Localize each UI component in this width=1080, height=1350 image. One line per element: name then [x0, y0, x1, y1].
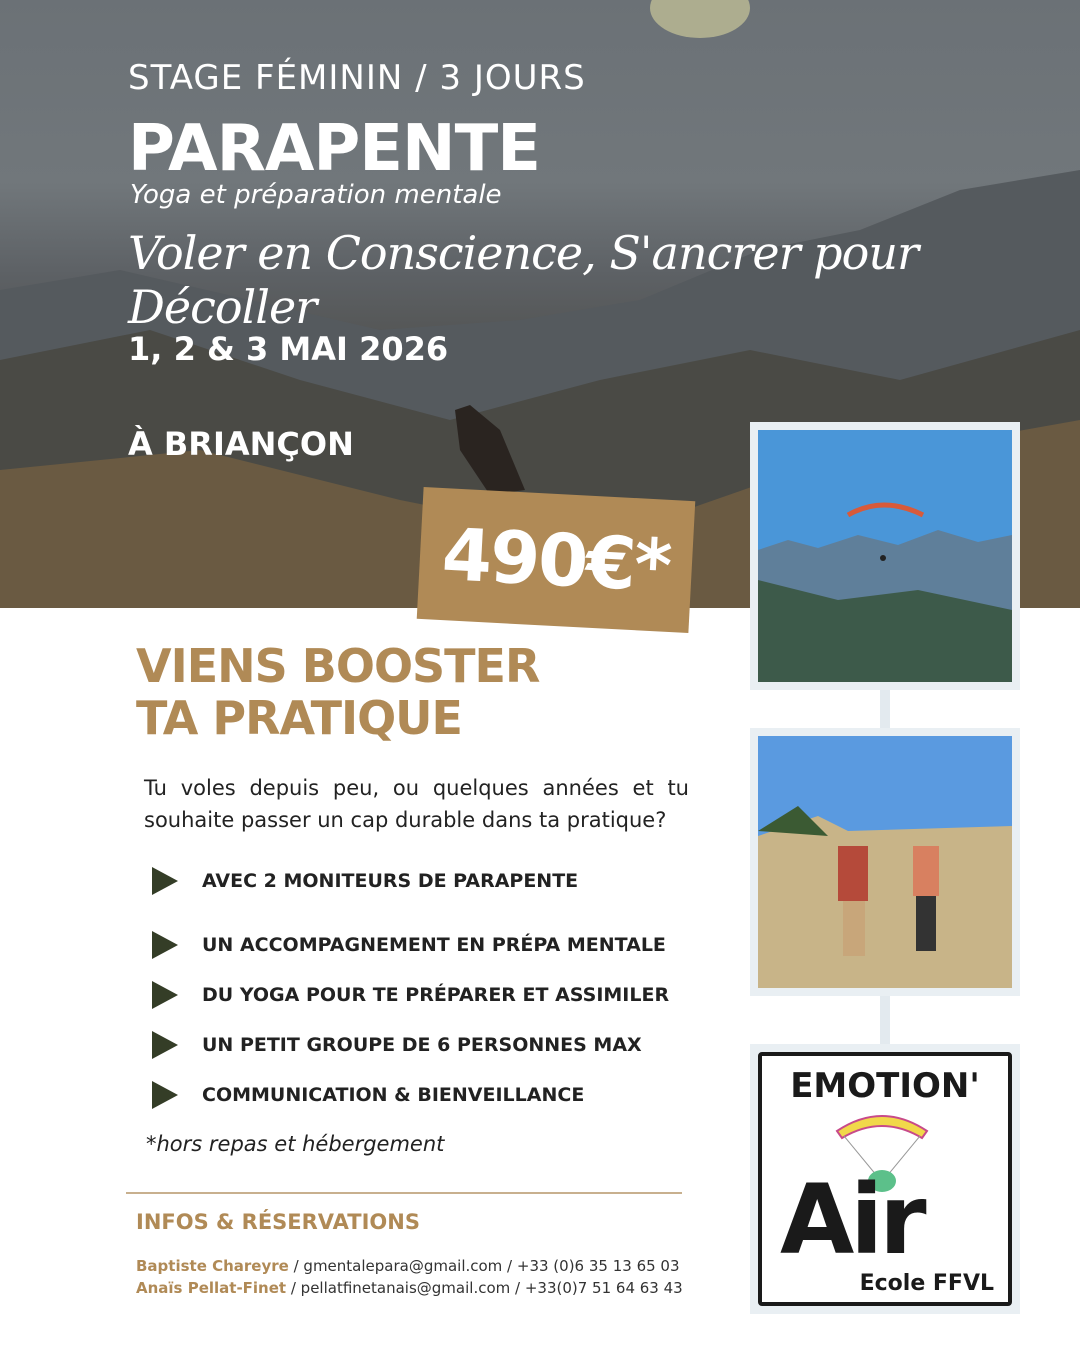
- contact-line: [136, 1257, 680, 1275]
- contact-details[interactable]: / gmentalepara@gmail.com / +33 (0)6 35 13 65 03: [288, 1257, 680, 1275]
- feature-text: UN ACCOMPAGNEMENT EN PRÉPA MENTALE: [202, 934, 666, 956]
- instructors-photo: [758, 736, 1012, 988]
- connector: [880, 690, 890, 730]
- list-item: [152, 862, 669, 900]
- list-item: [152, 920, 669, 970]
- triangle-bullet-icon: [152, 1031, 178, 1059]
- list-item: [152, 970, 669, 1020]
- paraglider-photo: [758, 430, 1012, 682]
- feature-text: AVEC 2 MONITEURS DE PARAPENTE: [202, 870, 579, 892]
- slogan: Voler en Conscience, S'ancrer pour Décoller: [128, 226, 918, 334]
- heading-line1: VIENS BOOSTER: [136, 639, 540, 693]
- divider: [126, 1192, 682, 1194]
- contact-name: Baptiste Chareyre: [136, 1257, 289, 1275]
- heading-line2: TA PRATIQUE: [136, 691, 462, 745]
- course-subtitle: STAGE FÉMININ / 3 JOURS: [128, 58, 586, 98]
- contact-name: Anaïs Pellat-Finet: [136, 1279, 287, 1297]
- feature-text: UN PETIT GROUPE DE 6 PERSONNES MAX: [202, 1034, 642, 1056]
- photo-paraglider-frame: [750, 422, 1020, 690]
- event-location: À BRIANÇON: [128, 425, 354, 463]
- list-item: [152, 1020, 669, 1070]
- photo-instructors-frame: [750, 728, 1020, 996]
- feature-text: COMMUNICATION & BIENVEILLANCE: [202, 1084, 585, 1106]
- logo-line3: Ecole FFVL: [859, 1271, 994, 1296]
- triangle-bullet-icon: [152, 931, 178, 959]
- infos-heading: INFOS & RÉSERVATIONS: [136, 1210, 420, 1234]
- contact-line: [136, 1279, 683, 1297]
- emotion-air-logo: [758, 1052, 1012, 1306]
- triangle-bullet-icon: [152, 867, 178, 895]
- event-dates: 1, 2 & 3 MAI 2026: [128, 330, 449, 368]
- list-item: [152, 1070, 669, 1120]
- logo-line1: EMOTION': [790, 1066, 980, 1106]
- intro-text: Tu voles depuis peu, ou quelques années et tu souhaite passer un cap durable dans ta pratique?: [144, 776, 689, 832]
- connector: [880, 995, 890, 1045]
- logo-line2: Air: [780, 1164, 923, 1276]
- price-tag: 490€*: [417, 487, 696, 633]
- feature-list: [152, 862, 669, 1120]
- page-title: PARAPENTE: [128, 112, 540, 186]
- section-heading: [136, 640, 539, 744]
- contact-details[interactable]: / pellatfinetanais@gmail.com / +33(0)7 51 64 63 43: [286, 1279, 683, 1297]
- price-note: *hors repas et hébergement: [146, 1132, 445, 1156]
- triangle-bullet-icon: [152, 1081, 178, 1109]
- feature-text: DU YOGA POUR TE PRÉPARER ET ASSIMILER: [202, 984, 670, 1006]
- triangle-bullet-icon: [152, 981, 178, 1009]
- tagline: Yoga et préparation mentale: [130, 180, 502, 210]
